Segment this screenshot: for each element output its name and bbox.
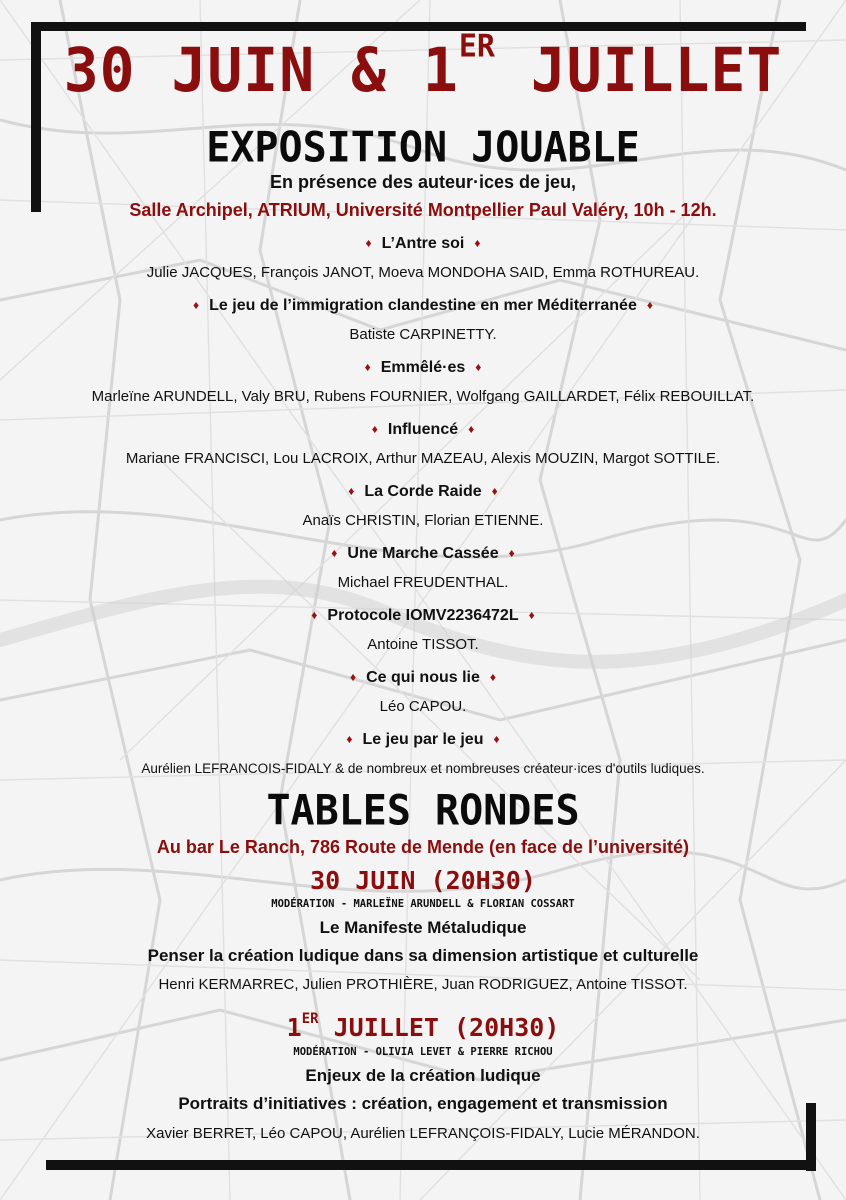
game-title-text: Protocole IOMV2236472L [327, 607, 519, 624]
diamond-icon: ♦ [489, 670, 497, 684]
game-title-text: La Corde Raide [364, 483, 482, 500]
game-title-8 [0, 669, 846, 687]
game-authors-2: Batiste CARPINETTY. [349, 326, 497, 343]
game-authors-5: Anaïs CHRISTIN, Florian ETIENNE. [302, 512, 544, 529]
exposition-title: EXPOSITION JOUABLE [206, 123, 640, 173]
session-2-subtitle: Portraits d’initiatives : création, engagement et transmission [178, 1094, 668, 1113]
session-1-title: Le Manifeste Métaludique [319, 918, 527, 937]
session-2-date-post: JUILLET (20H30) [318, 1013, 560, 1042]
session-2-date-superscript: ER [301, 1011, 319, 1027]
game-title-text: L’Antre soi [381, 235, 465, 252]
diamond-icon: ♦ [311, 608, 318, 622]
game-title-4 [0, 421, 846, 439]
exposition-location: Salle Archipel, ATRIUM, Université Montpellier Paul Valéry, 10h - 12h. [129, 200, 717, 220]
diamond-icon: ♦ [646, 298, 653, 312]
game-title-2 [0, 297, 846, 315]
game-title-text: Une Marche Cassée [347, 545, 499, 562]
diamond-icon: ♦ [491, 484, 498, 498]
game-authors-4: Mariane FRANCISCI, Lou LACROIX, Arthur MAZEAU, Alexis MOUZIN, Margot SOTTILE. [125, 450, 721, 467]
diamond-icon: ♦ [348, 484, 355, 498]
session-1-moderation: MODÉRATION - MARLEÏNE ARUNDELL & FLORIAN COSSART [271, 898, 575, 910]
diamond-icon: ♦ [331, 546, 338, 560]
session-2-speakers: Xavier BERRET, Léo CAPOU, Aurélien LEFRANÇOIS-FIDALY, Lucie MÉRANDON. [146, 1125, 700, 1142]
diamond-icon: ♦ [364, 360, 371, 374]
diamond-icon: ♦ [508, 546, 515, 560]
game-title-3 [0, 359, 846, 377]
game-title-text: Le jeu par le jeu [362, 731, 484, 748]
diamond-icon: ♦ [493, 732, 500, 746]
game-title-text: Le jeu de l’immigration clandestine en mer Méditerranée [209, 297, 637, 314]
diamond-icon: ♦ [349, 670, 357, 684]
game-title-text: Influencé [387, 421, 459, 438]
tables-rondes-title: TABLES RONDES [266, 786, 580, 836]
game-title-text: Emmêlé·es [380, 359, 466, 376]
session-1-speakers: Henri KERMARREC, Julien PROTHIÈRE, Juan RODRIGUEZ, Antoine TISSOT. [158, 976, 688, 993]
event-dates-heading [0, 28, 846, 106]
game-title-1 [0, 235, 846, 253]
diamond-icon: ♦ [468, 422, 475, 436]
game-authors-8: Léo CAPOU. [379, 698, 467, 715]
diamond-icon: ♦ [474, 236, 481, 250]
tables-rondes-location: Au bar Le Ranch, 786 Route de Mende (en face de l’université) [156, 837, 690, 857]
diamond-icon: ♦ [193, 298, 200, 312]
session-2-date [0, 1013, 846, 1042]
game-title-text: Ce qui nous lie [366, 669, 480, 686]
game-title-6 [0, 545, 846, 563]
date-text-part1: 30 JUIN & 1 [63, 34, 459, 106]
game-authors-6: Michael FREUDENTHAL. [337, 574, 509, 591]
exposition-subtitle: En présence des auteur·ices de jeu, [269, 172, 577, 192]
diamond-icon: ♦ [371, 422, 378, 436]
session-2-title: Enjeux de la création ludique [305, 1066, 541, 1085]
diamond-icon: ♦ [475, 360, 482, 374]
game-title-9 [0, 731, 846, 749]
session-2-moderation: MODÉRATION - OLIVIA LEVET & PIERRE RICHOU [293, 1046, 553, 1058]
diamond-icon: ♦ [528, 608, 535, 622]
game-title-7 [0, 607, 846, 625]
diamond-icon: ♦ [365, 236, 372, 250]
game-authors-1: Julie JACQUES, François JANOT, Moeva MONDOHA SAID, Emma ROTHUREAU. [146, 264, 700, 281]
game-authors-7: Antoine TISSOT. [367, 636, 479, 653]
game-authors-3: Marleïne ARUNDELL, Valy BRU, Rubens FOURNIER, Wolfgang GAILLARDET, Félix REBOUILLAT. [91, 388, 755, 405]
game-authors-9: Aurélien LEFRANCOIS-FIDALY & de nombreux et nombreuses créateur·ices d'outils ludiques. [141, 761, 705, 776]
date-superscript: ER [458, 28, 495, 65]
date-text-part2: JUILLET [494, 34, 783, 106]
session-2-date-pre: 1 [286, 1013, 302, 1042]
game-title-5 [0, 483, 846, 501]
session-1-subtitle: Penser la création ludique dans sa dimension artistique et culturelle [147, 946, 699, 965]
diamond-icon: ♦ [346, 732, 353, 746]
session-1-date: 30 JUIN (20H30) [310, 866, 536, 895]
